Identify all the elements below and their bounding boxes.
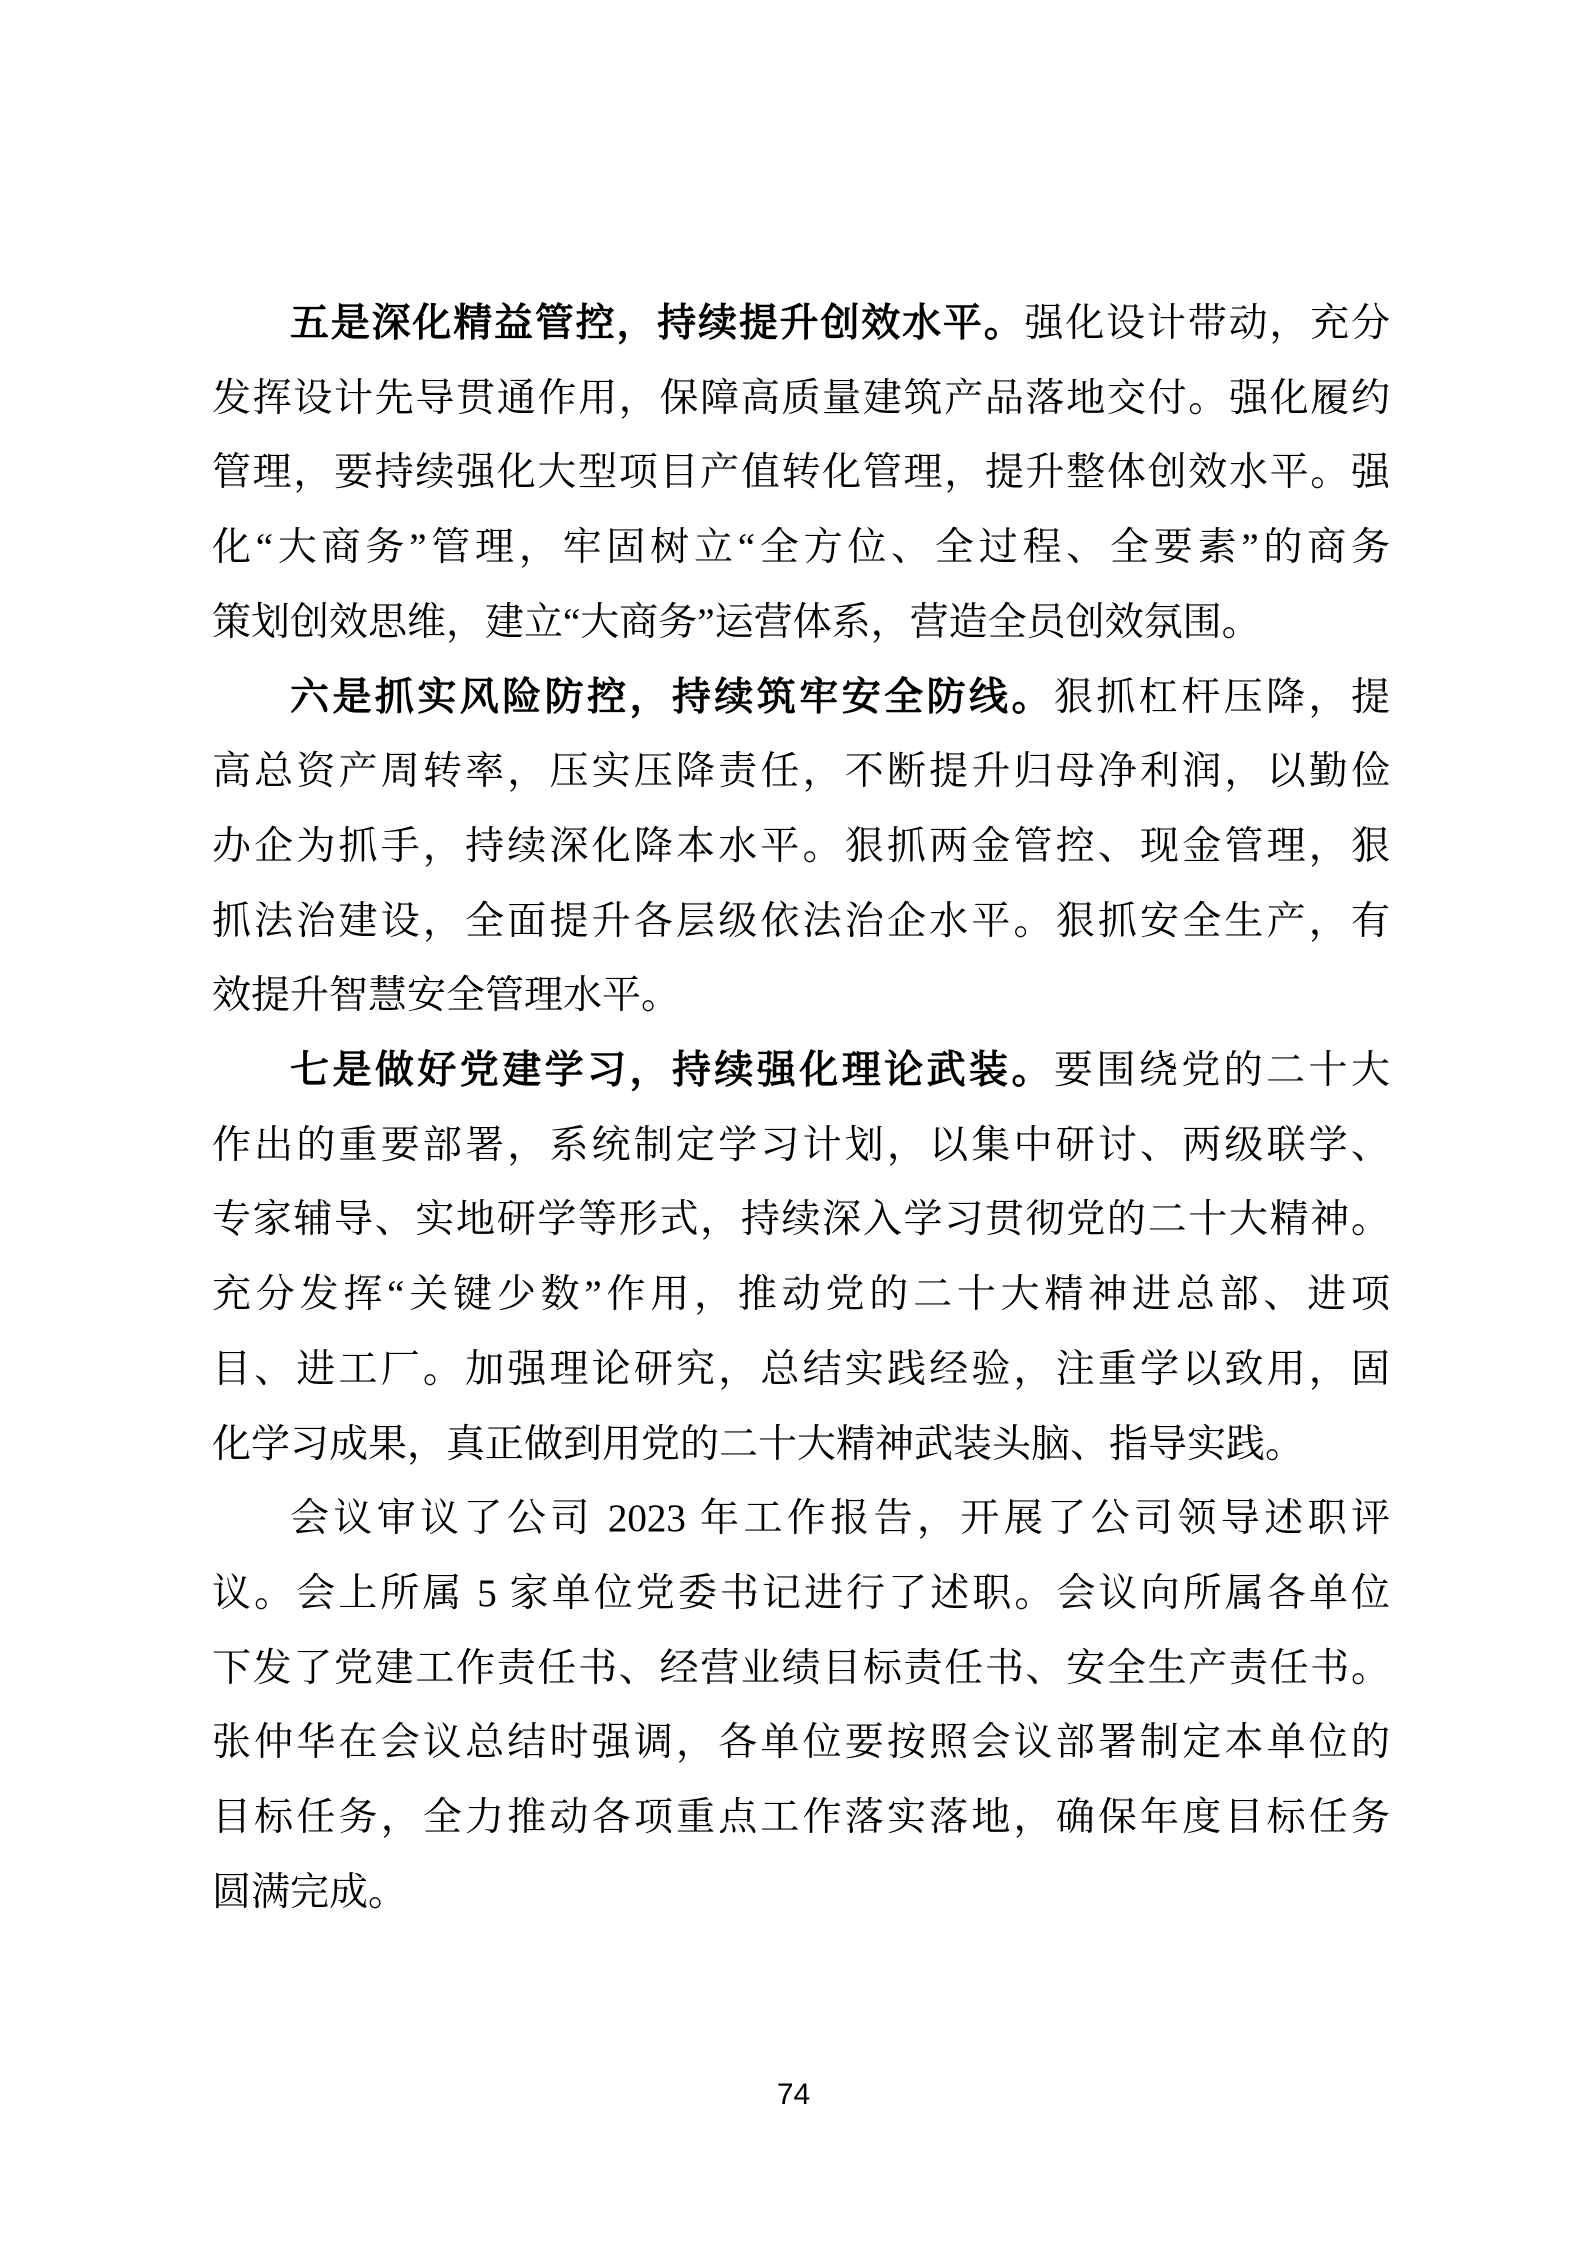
text-run: 目标任务，全力推动各项重点工作落实落地，确保年度目标任务 [212,1796,1390,1840]
text-run: 管理，要持续强化大型项目产值转化管理，提升整体创效水平。强 [212,451,1390,495]
page-number: 74 [776,2078,811,2111]
document-paragraph [212,1034,1390,1482]
text-run: 充分发挥“关键少数”作用，推动党的二十大精神进总部、进项 [212,1273,1390,1317]
text-run: 要围绕党的二十大 [1053,1049,1390,1093]
text-run: 化“大商务”管理，牢固树立“全方位、全过程、全要素”的商务 [212,526,1390,570]
bold-text-run: 六是抓实风险防控，持续筑牢安全防线。 [290,675,1054,719]
text-line [212,287,1390,362]
text-run: 化学习成果，真正做到用党的二十大精神武装头脑、指导实践。 [212,1422,1305,1466]
text-run: 高总资产周转率，压实压降责任，不断提升归母净利润，以勤俭 [212,750,1390,794]
text-line [212,810,1390,885]
text-run: 强化设计带动，充分 [1024,302,1390,345]
text-line [212,1706,1390,1781]
text-run: 会议审议了公司 2023 年工作报告，开展了公司领导述职评 [290,1497,1390,1541]
document-body [212,287,1390,1930]
text-line [212,1109,1390,1184]
text-line [212,1482,1390,1557]
text-line [212,586,1390,661]
text-line [212,1856,1390,1931]
text-run: 张仲华在会议总结时强调，各单位要按照会议部署制定本单位的 [212,1721,1390,1765]
text-line [212,1781,1390,1856]
text-run: 目、进工厂。加强理论研究，总结实践经验，注重学以致用，固 [212,1347,1390,1391]
text-run: 专家辅导、实地研学等形式，持续深入学习贯彻党的二十大精神。 [212,1198,1390,1242]
document-paragraph [212,661,1390,1035]
text-line [212,1632,1390,1707]
text-run: 作出的重要部署，系统制定学习计划，以集中研讨、两级联学、 [212,1123,1390,1167]
text-run: 议。会上所属 5 家单位党委书记进行了述职。会议向所属各单位 [212,1571,1390,1615]
text-line [212,735,1390,810]
text-run: 策划创效思维，建立“大商务”运营体系，营造全员创效氛围。 [212,600,1261,644]
text-run: 办企为抓手，持续深化降本水平。狠抓两金管控、现金管理，狠 [212,824,1390,868]
text-line [212,1333,1390,1408]
text-run: 下发了党建工作责任书、经营业绩目标责任书、安全生产责任书。 [212,1646,1390,1690]
text-run: 发挥设计先导贯通作用，保障高质量建筑产品落地交付。强化履约 [212,376,1390,420]
text-line [212,511,1390,586]
bold-text-run: 五是深化精益管控，持续提升创效水平。 [290,302,1025,345]
text-line [212,1557,1390,1632]
text-run: 狠抓杠杆压降，提 [1053,675,1390,719]
text-line [212,1034,1390,1109]
text-line [212,362,1390,437]
text-line [212,1408,1390,1483]
text-line [212,885,1390,960]
document-paragraph [212,1482,1390,1930]
text-run: 效提升智慧安全管理水平。 [212,974,681,1018]
document-paragraph [212,287,1390,661]
bold-text-run: 七是做好党建学习，持续强化理论武装。 [290,1049,1054,1093]
text-run: 圆满完成。 [212,1870,408,1914]
text-line [212,1258,1390,1333]
text-line [212,1183,1390,1258]
text-run: 抓法治建设，全面提升各层级依法治企水平。狠抓安全生产，有 [212,899,1390,943]
text-line [212,661,1390,736]
text-line [212,959,1390,1034]
text-line [212,436,1390,511]
